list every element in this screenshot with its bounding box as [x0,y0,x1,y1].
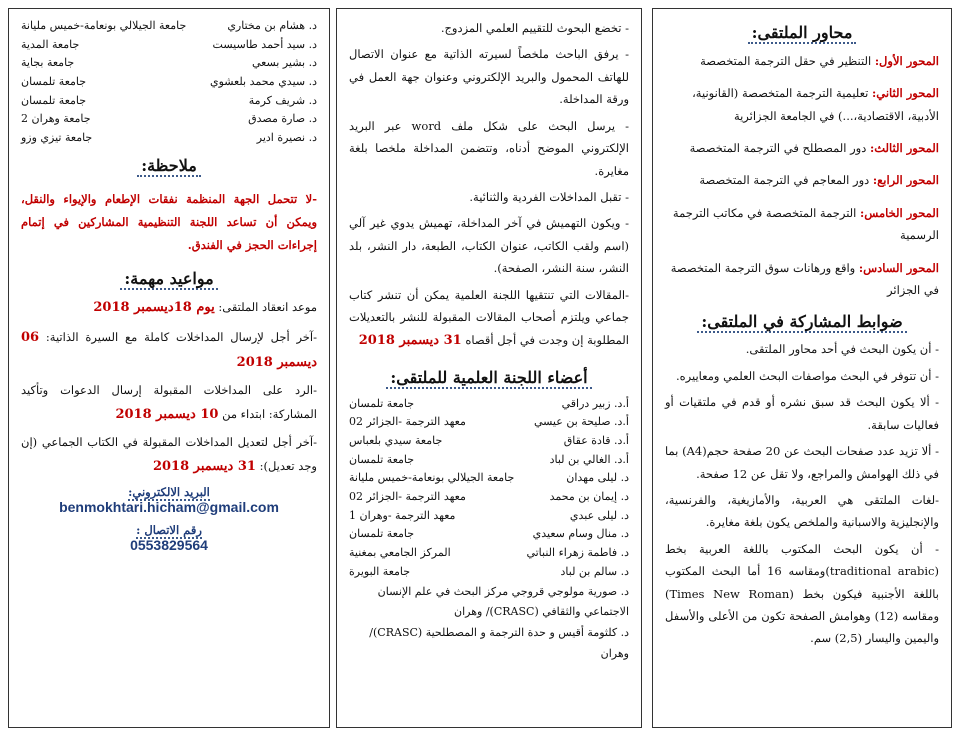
committee-member: د. صارة مصدق جامعة وهران 2 [21,112,317,126]
rule-6: - أن يكون البحث المكتوب باللغة العربية بخط (traditional arabic)ومقاسه 16 أما البحث المكتوب باللغة الأجنبية فيكون بخط (Times New Roman) ومقاسه (12) وهوامش الصفحة تكون من الأعلى والأسفل واليمين واليسار (2,5) سم. [665,541,939,646]
axis-6: المحور السادس: واقع ورهانات سوق الترجمة المتخصصة في الجزائر [670,260,939,298]
committee-member: أ.د. الغالي بن لباد جامعة تلمسان [349,452,629,466]
date-item: -آخر أجل لإرسال المداخلات كاملة مع السيرة الذاتية: 06 ديسمبر 2018 [21,329,317,371]
committee-member: د. شريف كرمة جامعة تلمسان [21,93,317,107]
committee-member: د. كلثومة أقيس و حدة الترجمة و المصطلحية (CRASC)/ وهران [369,626,629,661]
condition-2: - يرفق الباحث ملخصاً لسيرته الذاتية مع عنوان الاتصال للهاتف المحمول والبريد الإلكتروني وعنوان جهة العمل في ورقة المداخلة. [349,47,629,107]
committee-member: د. سيد أحمد طاسيست جامعة المدية [21,37,317,51]
date-item: موعد انعقاد الملتقى: يوم 18ديسمبر 2018 [93,300,317,316]
conditions-column [336,8,642,728]
committee-member: د. هشام بن مختاري جامعة الجيلالي بونعامة-خميس مليانة [21,19,317,32]
rule-3: - ألا يكون البحث قد سبق نشره أو قدم في ملتقيات أو فعاليات سابقة. [665,395,939,432]
note-text: -لا تتحمل الجهة المنظمة نفقات الإطعام والإيواء والنقل، ويمكن أن تساعد اللجنة التنظيمية المشاركين في إتمام إجراءات الحجز في الفندق. [21,192,317,253]
committee-member: د. نصيرة ادير جامعة تيزي وزو [21,131,317,145]
info-column [8,8,330,728]
committee-title: أعضاء اللجنة العلمية للملتقى: [349,368,629,389]
committee-member: د. سالم بن لباد جامعة البويرة [349,564,629,578]
committee-member: د. إيمان بن محمد معهد الترجمة -الجزائر 02 [349,490,629,504]
committee-member: د. ليلى عبدي معهد الترجمة -وهران 1 [349,508,629,522]
condition-4: - تقبل المداخلات الفردية والثنائية. [469,189,629,204]
date-item: -الرد على المداخلات المقبولة إرسال الدعوات وتأكيد المشاركة: ابتداء من 10 ديسمبر 2018 [21,383,317,422]
committee-member: د. منال وسام سعيدي جامعة تلمسان [349,527,629,541]
axis-1: المحور الأول: التنظير في حقل الترجمة المتخصصة [700,53,939,68]
email-link[interactable]: benmokhtari.hicham@gmail.com [59,498,279,515]
axis-3: المحور الثالث: دور المصطلح في الترجمة المتخصصة [689,141,939,156]
committee-member: د. ليلى مهدان جامعة الجيلالي بونعامة-خميس مليانة [349,471,629,485]
committee-member: د. بشير بسعي جامعة بجاية [21,56,317,70]
committee-member: أ.د. زبير دراقي جامعة تلمسان [349,396,629,410]
axis-2: المحور الثاني: تعليمية الترجمة المتخصصة (القانونية، الأدبية، الاقتصادية،...) في الجامعة الجزائرية [692,86,939,123]
rule-5: -لغات الملتقى هي العربية، والأمازيغية، والفرنسية، والإنجليزية والاسبانية والملخص يكون بلغة مغايرة. [665,492,939,530]
axis-5: المحور الخامس: الترجمة المتخصصة في مكاتب الترجمة الرسمية [672,205,939,243]
committee-member: أ.د. قادة عقاق جامعة سيدي بلعباس [349,434,629,447]
rule-4: - ألا تزيد عدد صفحات البحث عن 20 صفحة حجم(A4) بما في ذلك الهوامش والمراجع، ولا تقل عن 12 صفحة. [665,444,940,481]
phone-number[interactable]: 0553829564 [130,536,208,553]
committee-member: د. صورية مولوجي قروجي مركز البحث في علم الإنسان الاجتماعي والثقافي (CRASC)/ وهران [377,584,629,619]
phone-label: رقم الاتصال : [136,522,202,537]
committee-member: د. سيدي محمد بلعشوي جامعة تلمسان [21,75,317,89]
note-title: ملاحظة: [21,156,317,177]
dates-title: مواعيد مهمة: [21,269,317,290]
condition-6: -المقالات التي تنتقيها اللجنة العلمية يمكن أن تنشر كتاب جماعي ويلتزم أصحاب المقالات المقبولة للنشر بالتعديلات المطلوبة إن وجدت في أجل أقصاه 31 ديسمبر 2018 [349,287,629,349]
axis-4: المحور الرابع: دور المعاجم في الترجمة المتخصصة [699,173,939,188]
axes-title: محاور الملتقى: [665,23,939,44]
date-item: -آخر أجل لتعديل المداخلات المقبولة في الكتاب الجماعي (إن وجد تعديل): 31 ديسمبر 2018 [21,435,317,474]
email-label: البريد الالكتروني: [128,484,210,499]
rule-1: - أن يكون البحث في أحد محاور الملتقى. [745,342,939,357]
committee-member: د. فاطمة زهراء النباتي المركز الجامعي بمغنية [349,546,629,560]
condition-3: - يرسل البحث على شكل ملف word عبر البريد الإلكتروني الموضح أدناه، وتتضمن المداخلة ملخصا بلغة مغايرة. [349,118,629,178]
rules-title: ضوابط المشاركة في الملتقى: [665,312,939,333]
condition-1: - تخضع البحوث للتقييم العلمي المزدوج. [440,21,629,35]
condition-5: - ويكون التهميش في آخر المداخلة، تهميش يدوي غير آلي (اسم ولقب الكاتب، عنوان الكتاب، الطبعة، دار النشر، بلد النشر، سنة النشر، الصفحة). [349,216,629,276]
publication-deadline: 31 ديسمبر 2018 [358,333,462,349]
rule-2: - أن تتوفر في البحث مواصفات البحث العلمي ومعاييره. [675,368,939,383]
committee-member: أ.د. صليحة بن عيسي معهد الترجمة -الجزائر 02 [349,415,629,429]
axes-column [652,8,952,728]
